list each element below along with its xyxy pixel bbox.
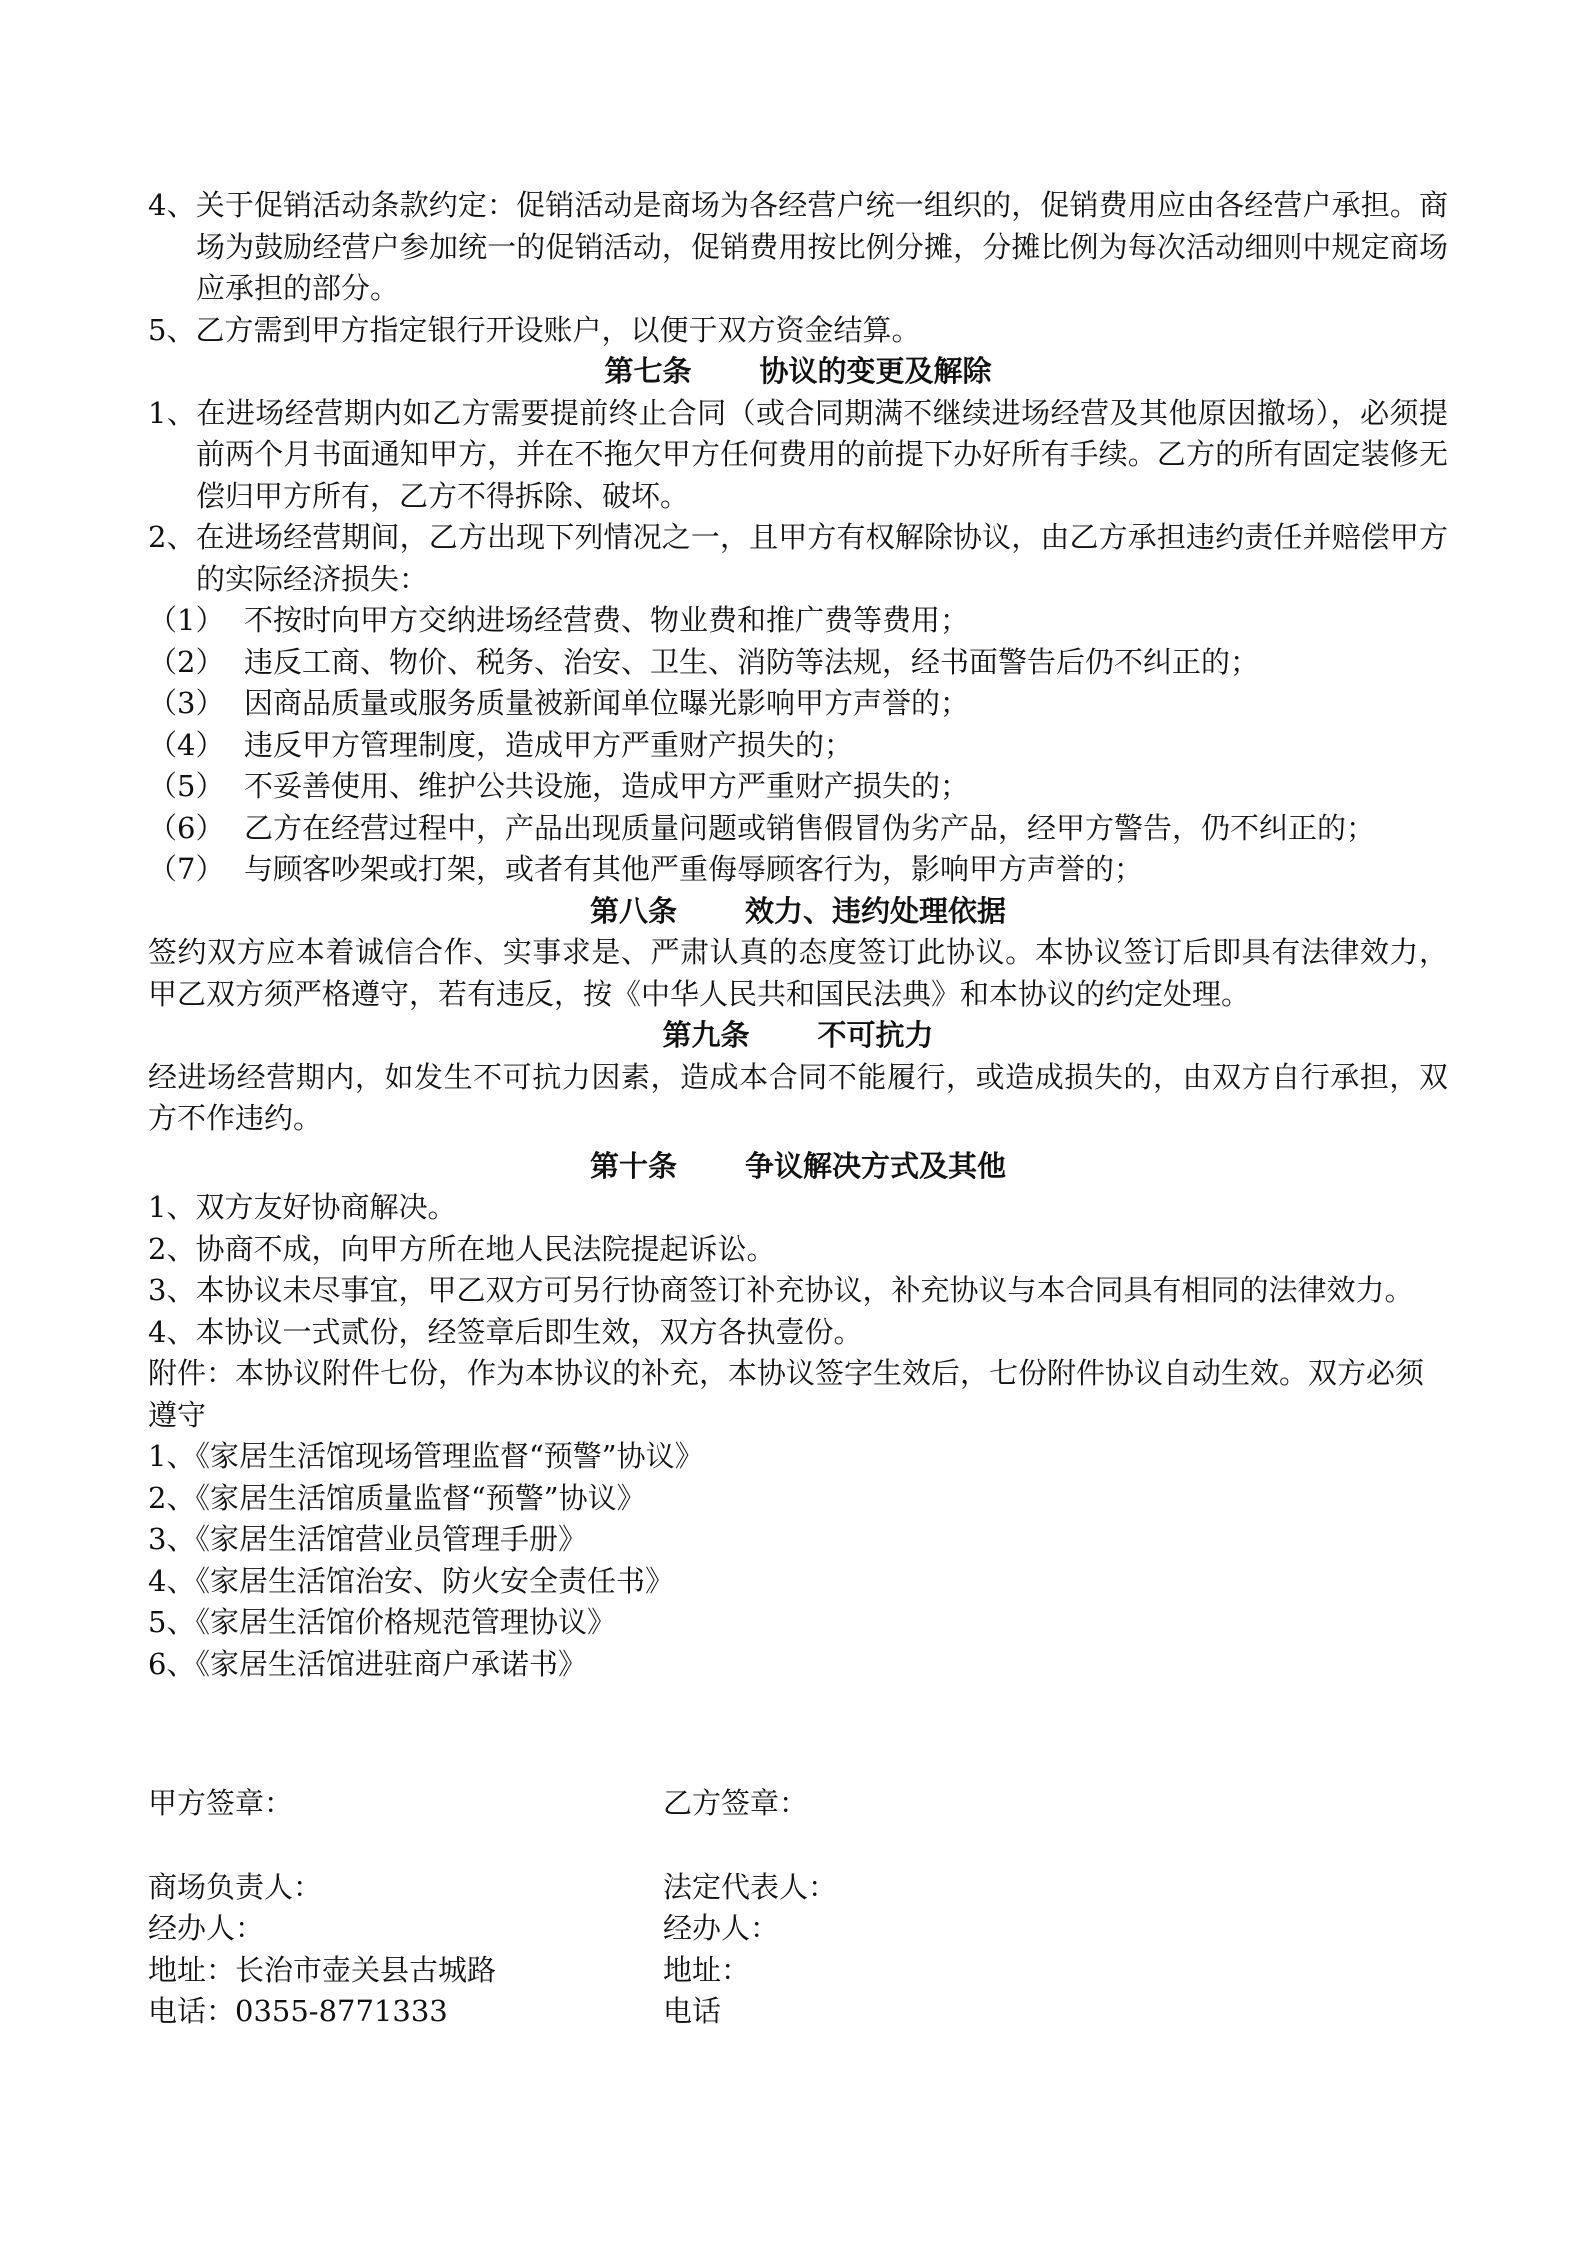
manager-row <box>148 1867 1448 1909</box>
clause-6-5: 5、乙方需到甲方指定银行开设账户，以便于双方资金结算。 <box>148 312 921 347</box>
section-7-title: 协议的变更及解除 <box>759 354 992 388</box>
section-8-heading <box>148 891 1448 933</box>
sub-text: 违反工商、物价、税务、治安、卫生、消防等法规，经书面警告后仍不纠正的； <box>244 644 1260 679</box>
sub-number: （6） <box>148 810 225 845</box>
clause-10-3: 3、本协议未尽事宜，甲乙双方可另行协商签订补充协议，补充协议与本合同具有相同的法律效力。 <box>148 1273 1414 1307</box>
handler-row <box>148 1908 1448 1950</box>
clause-7-2-sub-7 <box>148 849 1448 891</box>
clause-10-4: 4、本协议一式贰份，经签章后即生效，双方各执壹份。 <box>148 1314 863 1349</box>
clause-7-2-sub-5 <box>148 766 1448 808</box>
signature-block <box>148 1783 1448 2033</box>
sub-number: （2） <box>148 644 225 679</box>
attachment-6: 6、《家居生活馆进驻商户承诺书》 <box>148 1646 587 1681</box>
clause-6-4: 4、关于促销活动条款约定：促销活动是商场为各经营户统一组织的，促销费用应由各经营户承担。商场为鼓励经营户参加统一的促销活动，促销费用按比例分摊，分摊比例为每次活动细则中规定商场应承担的部分。 <box>148 188 1448 305</box>
attachment-note: 附件：本协议附件七份，作为本协议的补充，本协议签字生效后，七份附件协议自动生效。双方必须遵守 <box>148 1356 1425 1432</box>
section-8-body: 签约双方应本着诚信合作、实事求是、严肃认真的态度签订此协议。本协议签订后即具有法律效力，甲乙双方须严格遵守，若有违反，按《中华人民共和国民法典》和本协议的约定处理。 <box>148 935 1448 1011</box>
clause-7-2: 2、在进场经营期间，乙方出现下列情况之一，且甲方有权解除协议，由乙方承担违约责任并赔偿甲方的实际经济损失： <box>148 520 1448 596</box>
section-10-title: 争议解决方式及其他 <box>745 1148 1007 1183</box>
contract-page <box>148 185 1448 1685</box>
party-a-address: 地址：长治市壶关县古城路 <box>148 1952 497 1987</box>
sub-number: （4） <box>148 727 225 762</box>
party-b-legal-rep: 法定代表人： <box>663 1869 838 1904</box>
attachment-3: 3、《家居生活馆营业员管理手册》 <box>148 1522 587 1556</box>
clause-7-2-sub-3 <box>148 683 1448 725</box>
attachment-5: 5、《家居生活馆价格规范管理协议》 <box>148 1605 616 1639</box>
party-a-seal: 甲方签章： <box>148 1786 294 1820</box>
party-b-phone: 电话 <box>663 1994 722 2028</box>
section-10-number: 第十条 <box>589 1148 677 1183</box>
sub-text: 乙方在经营过程中，产品出现质量问题或销售假冒伪劣产品，经甲方警告，仍不纠正的； <box>244 810 1376 845</box>
section-7-number: 第七条 <box>604 354 692 388</box>
seal-row <box>148 1783 1448 1825</box>
clause-7-1: 1、在进场经营期内如乙方需要提前终止合同（或合同期满不继续进场经营及其他原因撤场），必须提前两个月书面通知甲方，并在不拖欠甲方任何费用的前提下办好所有手续。乙方的所有固定装修无偿归甲方所有，乙方不得拆除、破坏。 <box>148 395 1448 513</box>
party-a-handler: 经办人： <box>148 1911 265 1945</box>
sub-text: 不妥善使用、维护公共设施，造成甲方严重财产损失的； <box>244 769 970 803</box>
sub-text: 与顾客吵架或打架，或者有其他严重侮辱顾客行为，影响甲方声誉的； <box>244 852 1144 886</box>
sub-number: （5） <box>148 769 225 803</box>
sub-number: （1） <box>148 603 225 637</box>
sub-text: 不按时向甲方交纳进场经营费、物业费和推广费等费用； <box>244 603 970 637</box>
section-9-title: 不可抗力 <box>817 1018 934 1052</box>
phone-row <box>148 1991 1448 2033</box>
sub-number: （7） <box>148 852 225 886</box>
party-b-address: 地址： <box>663 1952 751 1987</box>
attachment-2: 2、《家居生活馆质量监督“预警”协议》 <box>148 1480 646 1515</box>
clause-10-1: 1、双方友好协商解决。 <box>148 1190 457 1224</box>
sub-number: （3） <box>148 686 225 720</box>
section-9-number: 第九条 <box>662 1018 750 1052</box>
clause-7-2-sub-1 <box>148 600 1448 642</box>
party-b-handler: 经办人： <box>663 1911 780 1945</box>
section-9-body: 经进场经营期内，如发生不可抗力因素，造成本合同不能履行，或造成损失的，由双方自行承担，双方不作违约。 <box>148 1059 1448 1135</box>
section-9-heading <box>148 1015 1448 1057</box>
sub-text: 违反甲方管理制度，造成甲方严重财产损失的； <box>244 727 854 762</box>
clause-7-2-sub-6 <box>148 808 1448 850</box>
section-10-heading <box>148 1146 1448 1188</box>
section-8-number: 第八条 <box>589 893 677 928</box>
section-8-title: 效力、违约处理依据 <box>745 893 1007 928</box>
sub-text: 因商品质量或服务质量被新闻单位曝光影响甲方声誉的； <box>244 686 970 720</box>
party-a-phone: 电话：0355-8771333 <box>148 1994 448 2028</box>
clause-10-2: 2、协商不成，向甲方所在地人民法院提起诉讼。 <box>148 1231 776 1266</box>
attachment-1: 1、《家居生活馆现场管理监督“预警”协议》 <box>148 1439 704 1473</box>
party-b-seal: 乙方签章： <box>663 1786 809 1820</box>
address-row <box>148 1950 1448 1992</box>
section-7-heading <box>148 351 1448 393</box>
attachment-4: 4、《家居生活馆治安、防火安全责任书》 <box>148 1563 674 1598</box>
spacer <box>148 1825 1448 1857</box>
clause-7-2-sub-2 <box>148 642 1448 684</box>
clause-7-2-sub-4 <box>148 725 1448 767</box>
party-a-manager: 商场负责人： <box>148 1869 323 1904</box>
